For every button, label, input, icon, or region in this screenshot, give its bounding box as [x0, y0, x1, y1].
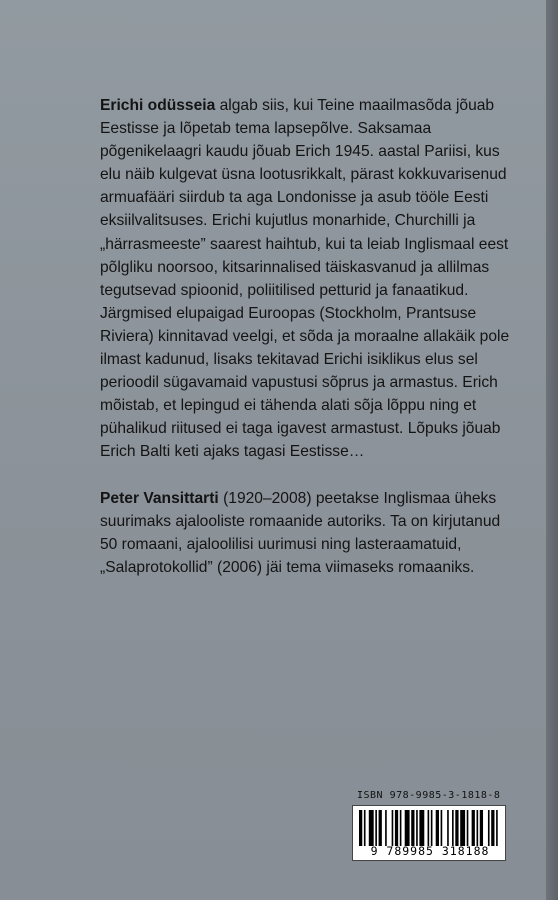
barcode-bar [395, 810, 398, 846]
barcode-bar [452, 810, 454, 846]
barcode-bar [477, 810, 479, 846]
barcode-bar [428, 810, 430, 846]
barcode-bar [488, 810, 490, 846]
barcode-bar [379, 810, 382, 846]
barcode-bar [359, 810, 362, 846]
barcode-bar [436, 810, 439, 846]
barcode-bar [419, 810, 424, 846]
barcode-bar [460, 810, 465, 846]
synopsis-lead: Erichi odüsseia [100, 97, 216, 114]
barcode-bar [431, 810, 433, 846]
barcode-bar [405, 810, 410, 846]
synopsis-body: algab siis, kui Teine maailmasõda jõuab Eestisse ja lõpetab tema lapsepõlve. Saksamaa põgenikelaagri kaudu jõuab Erich 1945. aastal Pariisi, kus elu näib kulgevat üsna lootusrikkalt, pärast kokkuvarisenud armuafääri siirdub ta aga Londonisse ja asub tööle Eesti eksiilvalitsuses. Erichi kujutlus monarhide, Churchilli ja „härrasmeeste” saarest haihtub, kui ta leiab Inglismaal eest põlgliku noorsoo, kitsarinnalised täiskasvanud ja allilmas tegutsevad spioonid, poliitilised petturid ja fanaatikud. Järgmised elupaigad Euroopas (Stockholm, Prantsuse Riviera) kinnitavad veelgi, et sõda ja moraalne allakäik pole ilmast kadunud, lisaks tekitavad Erichi isiklikus elus sel perioodil sügavamaid vapustusi sõprus ja armastus. Erich mõistab, et lepingud ei tähenda alati sõja lõppu ning et pühalikud riitused ei taga igavest armastust. Lõpuks jõuab Erich Balti keti ajaks tagasi Eestisse… [100, 97, 510, 461]
barcode-bar [364, 810, 366, 846]
barcode-bar [385, 810, 387, 846]
barcode-bar [369, 810, 374, 846]
author-paragraph [100, 487, 520, 579]
barcode-bar [496, 810, 498, 846]
barcode-bar [411, 810, 414, 846]
blurb-text-block [100, 94, 520, 579]
barcode-bar [375, 810, 377, 846]
author-body: (1920–2008) peetakse Inglismaa üheks suurimaks ajalooliste romaanide autoriks. Ta on kirjutanud 50 romaani, ajaloolilisi uurimusi ning lasteraamatuid, „Salaprotokollid” (2006) jäi tema viimaseks romaaniks. [100, 489, 501, 576]
barcode-bar [416, 810, 418, 846]
barcode-bar [392, 810, 394, 846]
synopsis-paragraph [100, 94, 520, 464]
barcode-bar [467, 810, 469, 846]
barcode-bar [447, 810, 449, 846]
barcode-icon [359, 810, 501, 846]
isbn-label: ISBN 978-9985-3-1818-8 [357, 790, 501, 801]
barcode-digits: 9 789985 318188 [370, 844, 490, 858]
barcode-bar [441, 810, 443, 846]
author-name: Peter Vansittarti [100, 489, 219, 507]
book-spine-edge [546, 0, 558, 900]
barcode-bar [472, 810, 475, 846]
barcode-bar [400, 810, 402, 846]
barcode-bar [480, 810, 483, 846]
barcode [352, 805, 506, 861]
barcode-bar [455, 810, 458, 846]
barcode-bar [491, 810, 494, 846]
